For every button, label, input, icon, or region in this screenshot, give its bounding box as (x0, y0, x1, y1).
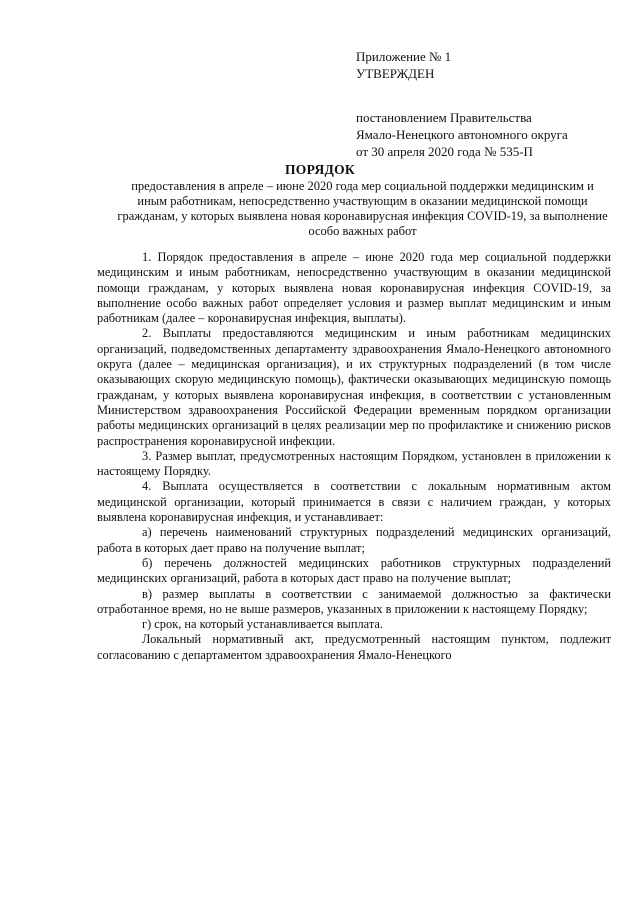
document-subtitle: предоставления в апреле – июне 2020 года мер социальной поддержки медицинским и иным работникам, непосредственно участвующим в оказании медицинской помощи гражданам, у которых выявлена новая коронавирусная инфекция COVID-19, за выполнение особо важных работ (117, 179, 608, 238)
appendix-gap (356, 82, 568, 109)
paragraph-1: 1. Порядок предоставления в апреле – июне 2020 года мер социальной поддержки медицинским и иным работникам, непосредственно участвующим в оказании медицинской помощи гражданам, у которых выявлена новая коронавирусная инфекция COVID-19, за выполнение особо важных работ определяет условия и размер выплат медицинским и иным работникам (далее – коронавирусная инфекция, выплаты). (97, 250, 611, 326)
item-c: в) размер выплаты в соответствии с занимаемой должностью за фактически отработанное время, но не выше размеров, указанных в приложении к настоящему Порядку; (97, 586, 611, 616)
paragraph-4: 4. Выплата осуществляется в соответствии с локальным нормативным актом медицинской организации, который принимается в связи с наличием граждан, у которых выявлена коронавирусная инфекция, и устанавливает: (97, 479, 611, 525)
paragraph-2: 2. Выплаты предоставляются медицинским и иным работникам медицинских организаций, подведомственных департаменту здравоохранения Ямало-Ненецкого автономного округа (далее – медицинская организация), и их структурных подразделений (в том числе оказывающих скорую медицинскую помощь), фактически оказывающих медицинскую помощь гражданам, у которых выявлена коронавирусная инфекция, в соответствии с установленным Министерством здравоохранения Российской Федерации временным порядком организации работы медицинских организаций в целях реализации мер по профилактике и снижению рисков распространения коронавирусной инфекции. (97, 326, 611, 448)
item-d: г) срок, на который устанавливается выплата. (142, 617, 384, 632)
region-line: Ямало-Ненецкого автономного округа (356, 127, 568, 142)
approved-label: УТВЕРЖДЕН (356, 66, 435, 81)
paragraph-local-act: Локальный нормативный акт, предусмотренный настоящим пунктом, подлежит согласованию с департаментом здравоохранения Ямало-Ненецкого (97, 632, 611, 662)
paragraph-3: 3. Размер выплат, предусмотренных настоящим Порядком, установлен в приложении к настоящему Порядку. (97, 448, 611, 479)
item-a: а) перечень наименований структурных подразделений медицинских организаций, работа в которых дает право на получение выплат; (97, 525, 611, 555)
document-title: ПОРЯДОК (284, 162, 355, 177)
resolution-line: постановлением Правительства (356, 110, 532, 125)
document-body (97, 250, 611, 663)
resolution-date: от 30 апреля 2020 года № 535-П (356, 144, 533, 159)
appendix-block (356, 48, 568, 160)
item-b: б) перечень должностей медицинских работников структурных подразделений медицинских организаций, работа в которых даст право на получение выплат; (97, 555, 611, 586)
appendix-number: Приложение № 1 (356, 49, 452, 64)
